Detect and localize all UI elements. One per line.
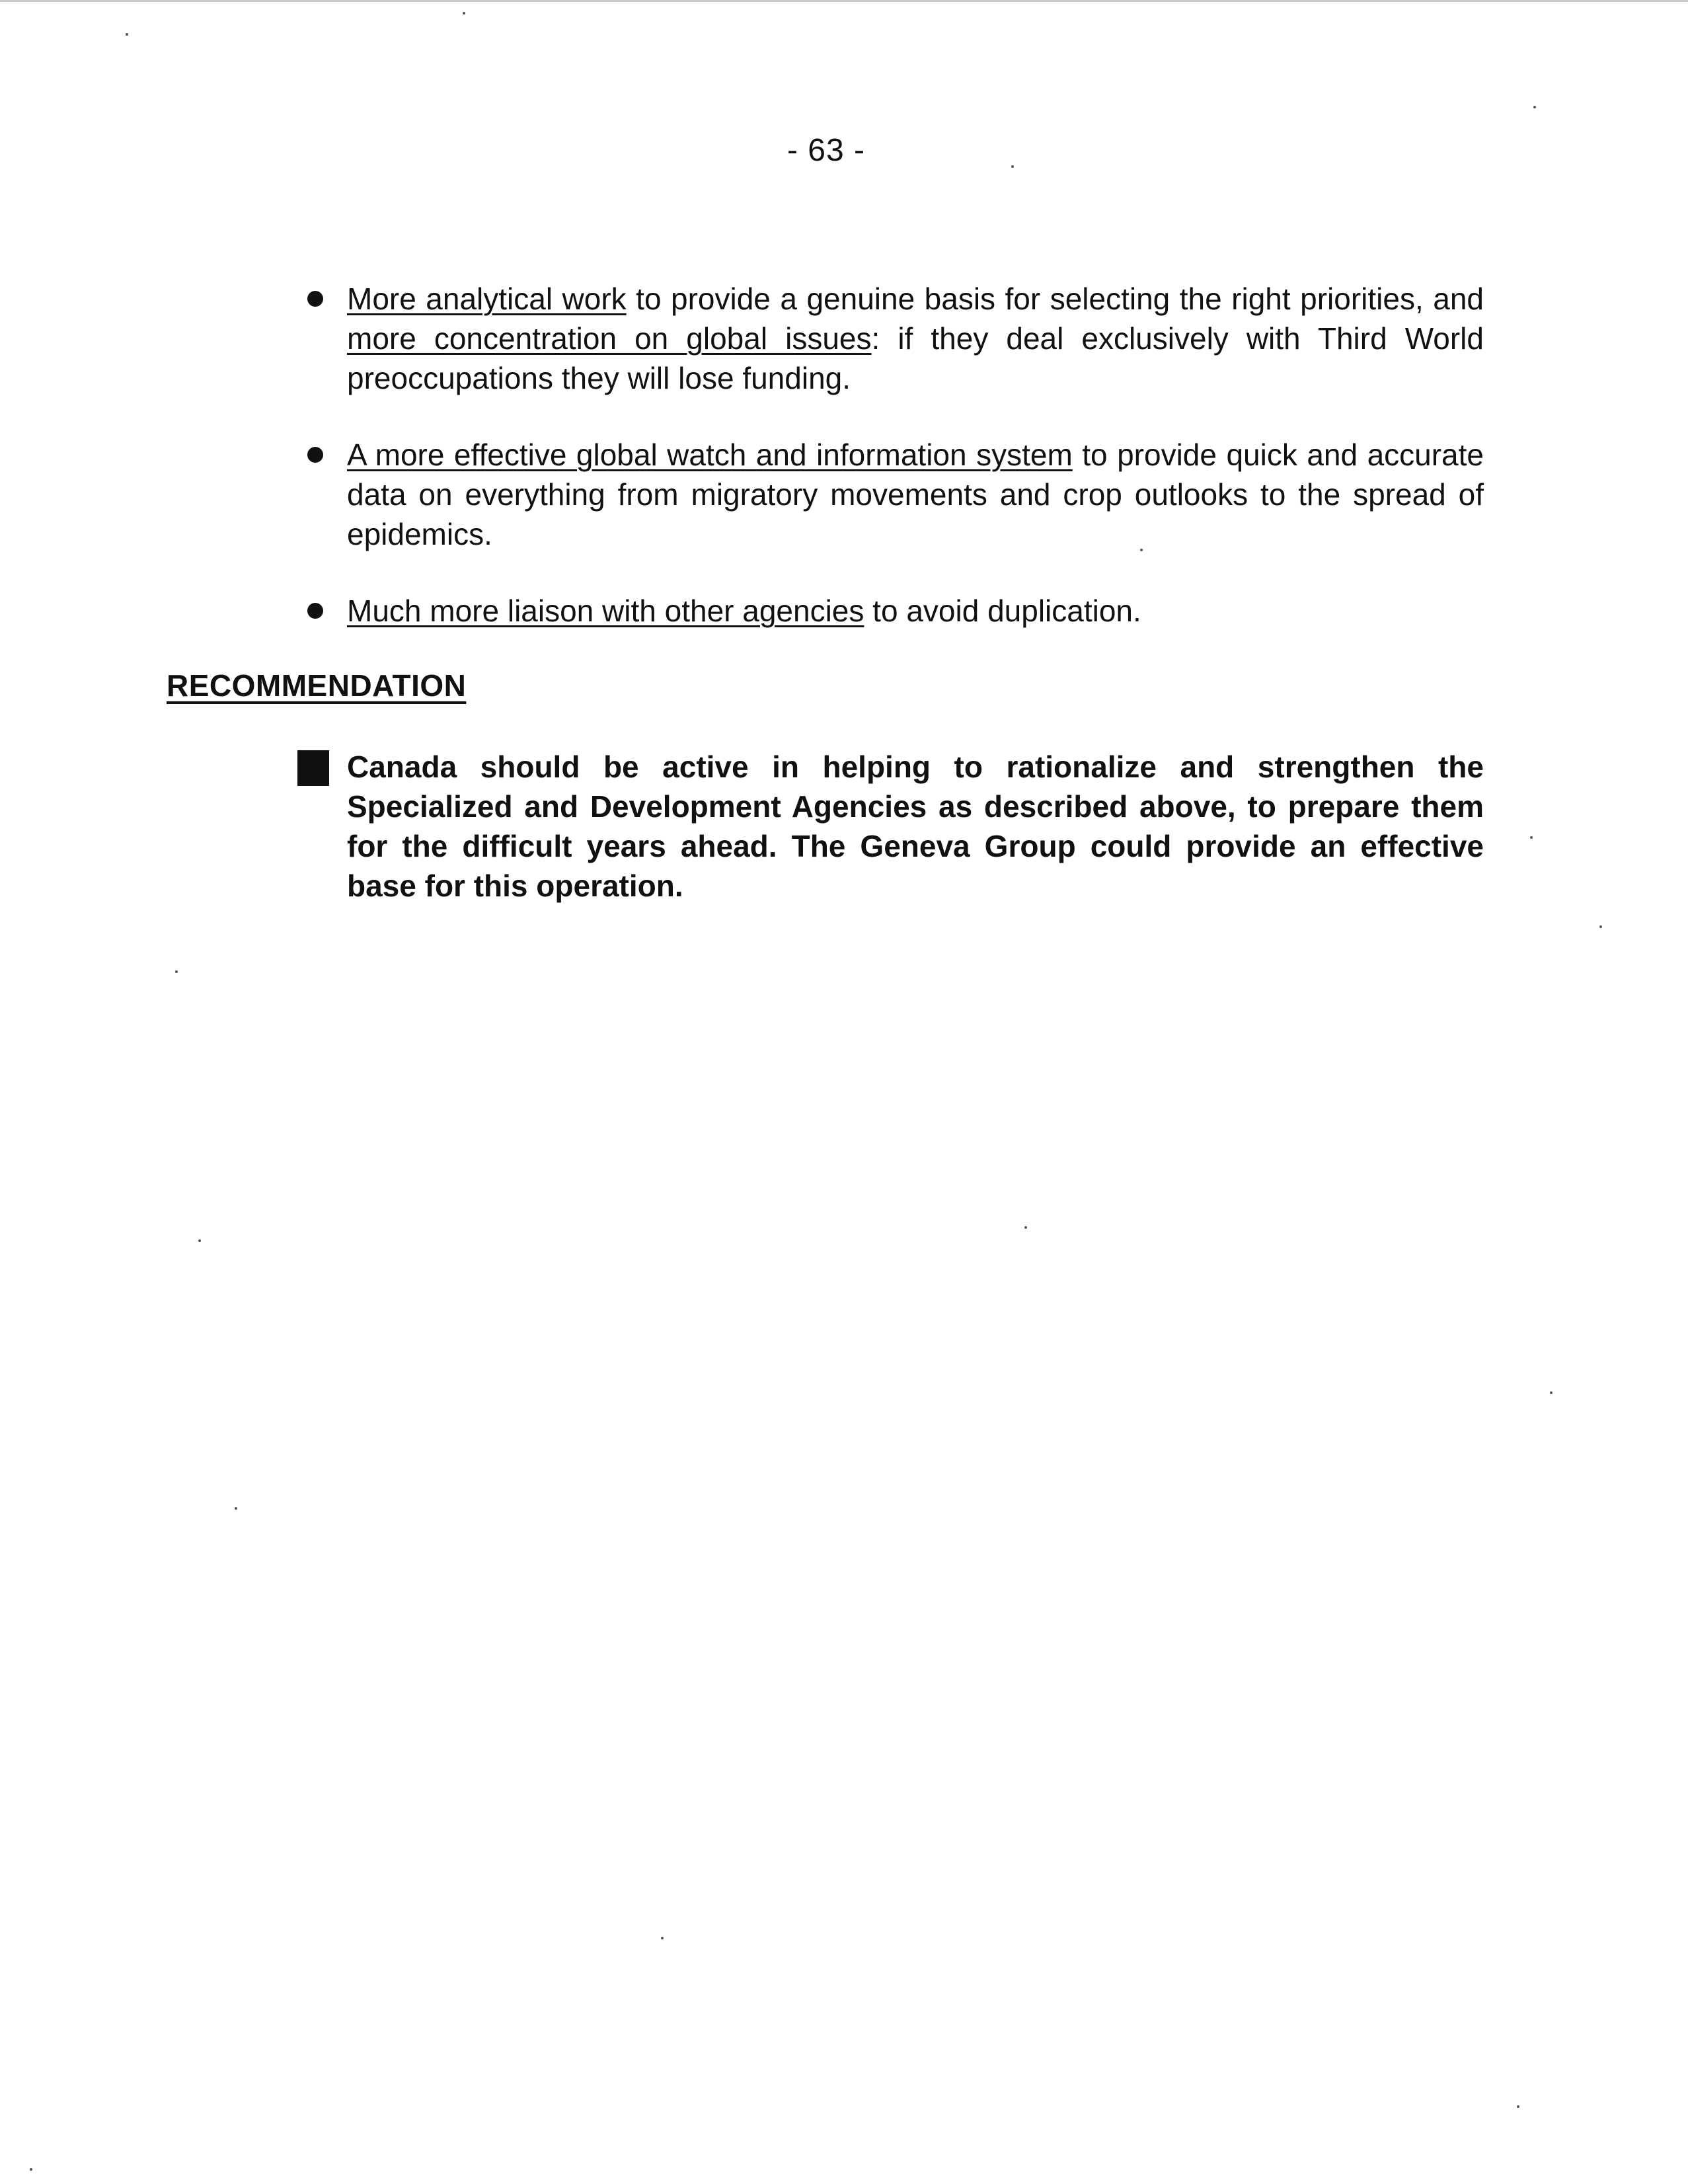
- recommendation-block: [294, 747, 1484, 906]
- page-number: - 63 -: [786, 133, 866, 168]
- bullet-text: to provide a genuine basis for selecting the right priorities, and: [626, 282, 1484, 316]
- scan-speck: [661, 1937, 664, 1939]
- bullet-item: [294, 591, 1484, 631]
- scan-speck: [1024, 1226, 1027, 1229]
- bullet-emphasis: More analytical work: [347, 282, 627, 316]
- scan-speck: [126, 33, 128, 36]
- scan-speck: [1140, 549, 1143, 551]
- bullet-list: [294, 279, 1484, 631]
- scan-speck: [1011, 165, 1014, 168]
- recommendation-text: Canada should be active in helping to rationalize and strengthen the Specialized and Development Agencies as described above, to prepare them for the difficult years ahead. The Geneva Group could provide an effective base for this operation.: [347, 750, 1484, 903]
- bullet-emphasis: Much more liaison with other agencies: [347, 594, 864, 628]
- scan-edge: [0, 0, 1688, 2]
- recommendation-item: [294, 747, 1484, 906]
- bullet-dot-icon: [307, 447, 323, 463]
- scan-speck: [235, 1507, 237, 1510]
- scan-speck: [175, 970, 178, 973]
- bullet-item: [294, 279, 1484, 398]
- bullet-text: to provide quick and accurate data on everything from migratory movements and crop outlooks to the spread of epidemics.: [347, 438, 1484, 551]
- bullet-dot-icon: [307, 291, 323, 307]
- recommendation-heading: RECOMMENDATION: [167, 668, 467, 703]
- scan-speck: [198, 1239, 201, 1242]
- scan-speck: [30, 2168, 32, 2171]
- scan-speck: [1530, 836, 1533, 839]
- square-bullet-icon: [297, 750, 329, 786]
- scan-speck: [1517, 2105, 1519, 2108]
- scan-speck: [1599, 925, 1602, 928]
- scan-speck: [1533, 106, 1536, 108]
- bullet-text: to avoid duplication.: [864, 594, 1141, 628]
- bullet-emphasis: A more effective global watch and information system: [347, 438, 1073, 472]
- scan-speck: [1550, 1391, 1553, 1394]
- bullet-emphasis: more concentration on global issues: [347, 321, 872, 356]
- bullet-dot-icon: [307, 603, 323, 619]
- bullet-item: [294, 435, 1484, 554]
- scan-speck: [463, 12, 465, 15]
- bullet-text: : if they deal exclusively with Third World preoccupations they will lose funding.: [347, 321, 1484, 395]
